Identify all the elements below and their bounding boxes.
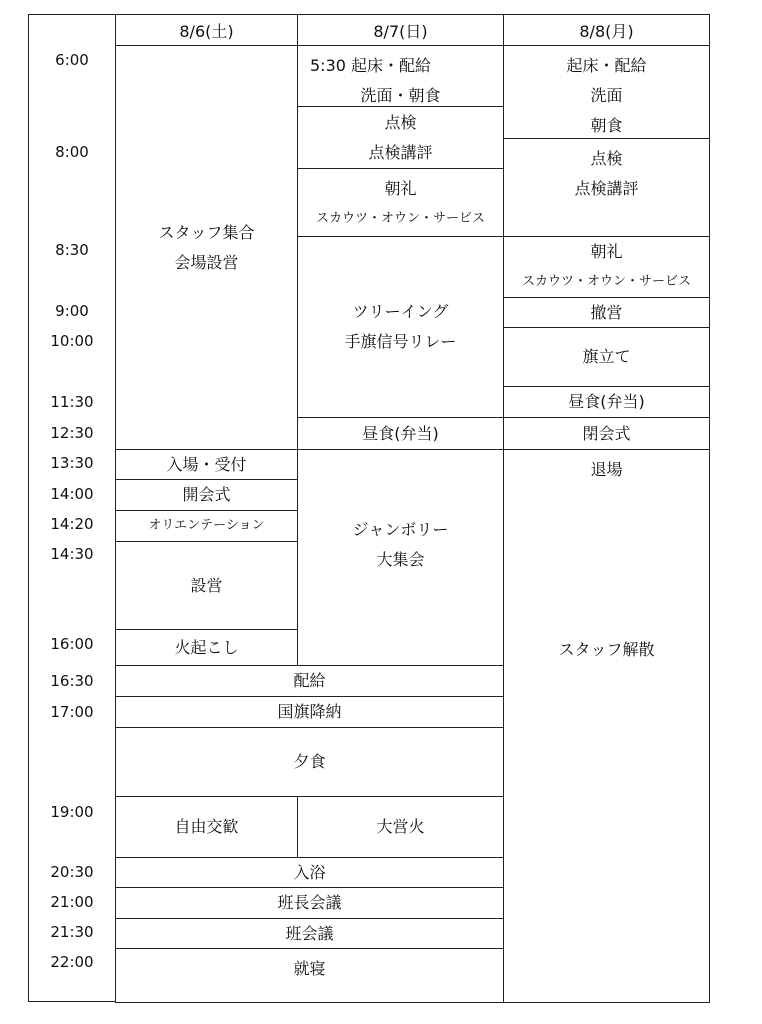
activity-text: 開会式 <box>182 485 231 504</box>
activity-text <box>604 515 609 545</box>
activity-text: 入場・受付 <box>166 454 247 474</box>
activity-morning-assembly-day2 <box>297 168 504 237</box>
activity-lunch-day2 <box>297 417 504 450</box>
activity-text: 点検 <box>384 112 417 132</box>
activity-closing-ceremony <box>503 417 710 450</box>
activity-entry-reception <box>115 449 298 480</box>
activity-text: 自由交歓 <box>174 817 239 836</box>
activity-text: 班長会議 <box>277 893 342 912</box>
activity-text: 火起こし <box>174 637 239 657</box>
activity-text: 夕食 <box>293 752 326 771</box>
activity-text <box>398 485 403 515</box>
activity-text: 手旗信号リレー <box>344 332 457 351</box>
activity-staff-setup <box>115 45 298 450</box>
activity-text: 班会議 <box>285 923 334 943</box>
activity-text: 入浴 <box>293 862 326 882</box>
activity-text: 会場設営 <box>174 252 239 272</box>
day-header-1: 8/6(土) <box>115 14 298 46</box>
time-label: 9:00 <box>55 302 89 320</box>
time-label: 8:00 <box>55 143 89 161</box>
activity-text: 昼食(弁当) <box>568 392 645 411</box>
day-header-3: 8/8(月) <box>503 14 710 46</box>
activity-text: 朝食 <box>590 116 623 135</box>
activity-text: 朝礼 <box>384 179 417 198</box>
time-label: 22:00 <box>50 953 94 971</box>
activity-text: ツリーイング <box>352 302 449 321</box>
activity-camp-setup <box>115 541 298 630</box>
activity-text: スカウツ・オウン・サービス <box>521 274 691 289</box>
activity-text: 大営火 <box>376 817 425 836</box>
activity-opening-ceremony <box>115 479 298 511</box>
activity-bath <box>115 857 504 888</box>
activity-text <box>604 605 609 635</box>
activity-text: 点検講評 <box>574 179 639 198</box>
activity-free-social <box>115 796 298 858</box>
time-label: 11:30 <box>50 393 94 411</box>
activity-text: 起床・配給 <box>566 56 647 75</box>
activity-text: スカウツ・オウン・サービス <box>315 211 485 226</box>
activity-flag-lowering <box>115 696 504 728</box>
activity-wake-distribution-day3 <box>503 45 710 139</box>
time-label: 13:30 <box>50 454 94 472</box>
activity-text: 退場 <box>590 460 623 479</box>
activity-fire-making <box>115 629 298 666</box>
activity-text: 朝礼 <box>590 242 623 261</box>
activity-text: 昼食(弁当) <box>362 423 439 443</box>
time-label: 20:30 <box>50 863 94 881</box>
time-label: 16:00 <box>50 635 94 653</box>
activity-text: 閉会式 <box>582 423 631 443</box>
time-label: 14:20 <box>50 515 94 533</box>
time-label: 14:30 <box>50 545 94 563</box>
activity-bedtime <box>115 948 504 1003</box>
activity-distribution <box>115 665 504 697</box>
activity-text: 撤営 <box>590 302 623 322</box>
time-label: 14:00 <box>50 485 94 503</box>
activity-dinner <box>115 727 504 797</box>
activity-text: 就寝 <box>293 959 326 978</box>
activity-flag-raising <box>503 327 710 387</box>
activity-dismantle-camp <box>503 297 710 328</box>
activity-wake-distribution-day2 <box>297 45 504 107</box>
activity-text <box>604 575 609 605</box>
activity-text: オリエンテーション <box>148 518 265 533</box>
activity-morning-assembly-day3 <box>503 236 710 298</box>
activity-text: 洗面・朝食 <box>360 86 441 105</box>
activity-lunch-day3 <box>503 386 710 418</box>
activity-text <box>604 545 609 575</box>
activity-leaders-meeting <box>115 887 504 919</box>
activity-text: 大集会 <box>376 550 425 569</box>
activity-text <box>604 485 609 515</box>
activity-patrol-meeting <box>115 918 504 949</box>
activity-treeing-relay <box>297 236 504 418</box>
time-label: 17:00 <box>50 703 94 721</box>
activity-text: 点検 <box>590 149 623 168</box>
activity-text: 洗面 <box>590 86 623 105</box>
activity-text: 設営 <box>190 575 223 595</box>
activity-text <box>398 455 403 485</box>
activity-inspection-day2 <box>297 106 504 169</box>
time-label: 16:30 <box>50 672 94 690</box>
activity-text: スタッフ集合 <box>158 222 255 242</box>
activity-text: 点検講評 <box>368 142 433 162</box>
activity-text: ジャンボリー <box>352 520 449 539</box>
activity-exit-and-staff-dismissal <box>503 449 710 1003</box>
time-label: 6:00 <box>55 51 89 69</box>
activity-text: 旗立て <box>582 347 631 366</box>
activity-campfire <box>297 796 504 858</box>
activity-jamboree-assembly <box>297 449 504 666</box>
day-header-2: 8/7(日) <box>297 14 504 46</box>
time-label: 19:00 <box>50 803 94 821</box>
activity-text: 国旗降納 <box>277 702 342 721</box>
activity-text: 5:30 起床・配給 <box>310 56 432 75</box>
time-label: 10:00 <box>50 332 94 350</box>
time-label: 12:30 <box>50 424 94 442</box>
activity-inspection-day3 <box>503 138 710 237</box>
time-label: 21:00 <box>50 893 94 911</box>
time-label: 8:30 <box>55 241 89 259</box>
activity-orientation <box>115 510 298 542</box>
time-label: 21:30 <box>50 923 94 941</box>
activity-text: スタッフ解散 <box>558 640 655 659</box>
activity-text: 配給 <box>293 671 326 690</box>
